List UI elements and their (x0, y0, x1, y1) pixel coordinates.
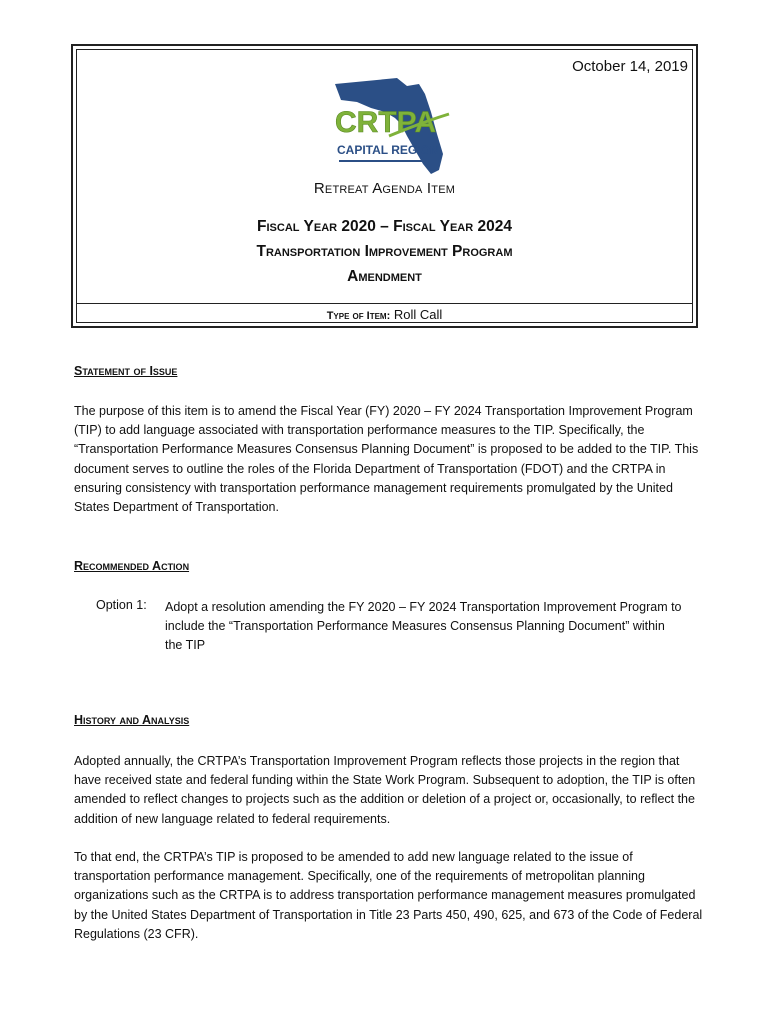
option-text: Adopt a resolution amending the FY 2020 – FY 2024 Transportation Improvement Program to include the “Transportation Performance Measures Consensus Planning Document” within the TIP (165, 600, 682, 653)
crtpa-logo (327, 72, 457, 182)
recommended-heading: Recommended Action (74, 559, 190, 573)
logo-tagline-bar (339, 160, 433, 162)
header-box (71, 44, 698, 328)
title-line-3: Amendment (347, 268, 422, 285)
date: October 14, 2019 (572, 58, 688, 75)
option-label: Option 1: (96, 598, 147, 612)
type-of-item-label: Type of Item: (326, 310, 391, 322)
history-body-2: To that end, the CRTPA’s TIP is proposed to be amended to add new language related to the issue of transportation performance management. Specifically, one of the requirements of metropolitan planning organizations such as the CRTPA is to address transportation performance management measures promulgated by the United States Department of Transportation in Title 23 Parts 450, 490, 625, and 673 of the Code of Federal Regulations (23 CFR). (74, 850, 703, 941)
header-inner-border (76, 49, 693, 323)
history-heading: History and Analysis (74, 713, 190, 727)
title-line-2: Transportation Improvement Program (256, 243, 513, 260)
statement-heading: Statement of Issue (74, 364, 178, 378)
type-of-item-value: Roll Call (393, 307, 443, 322)
statement-body: The purpose of this item is to amend the Fiscal Year (FY) 2020 – FY 2024 Transportation Improvement Program (TIP) to add language associated with transportation performance measures to the TIP. Specifically, the “Transportation Performance Measures Consensus Planning Document” is proposed to be added to the TIP. This document serves to outline the roles of the Florida Department of Transportation (FDOT) and the CRTPA in ensuring consistency with transportation performance management requirements promulgated by the United States Department of Transportation. (74, 404, 699, 515)
type-of-item-row (77, 303, 692, 326)
title-line-1: Fiscal Year 2020 – Fiscal Year 2024 (257, 218, 512, 235)
agenda-label: Retreat Agenda Item (313, 180, 456, 197)
history-body-1: Adopted annually, the CRTPA’s Transportation Improvement Program reflects those projects in the region that have received state and federal funding within the State Work Program. Subsequent to adoption, the TIP is often amended to reflect changes to projects such as the addition or deletion of a project or, occasionally, to reflect the addition of new language related to federal requirements. (74, 754, 696, 826)
logo-text: CRTPA (335, 106, 437, 139)
logo-subtext: CAPITAL REGION (337, 143, 439, 157)
